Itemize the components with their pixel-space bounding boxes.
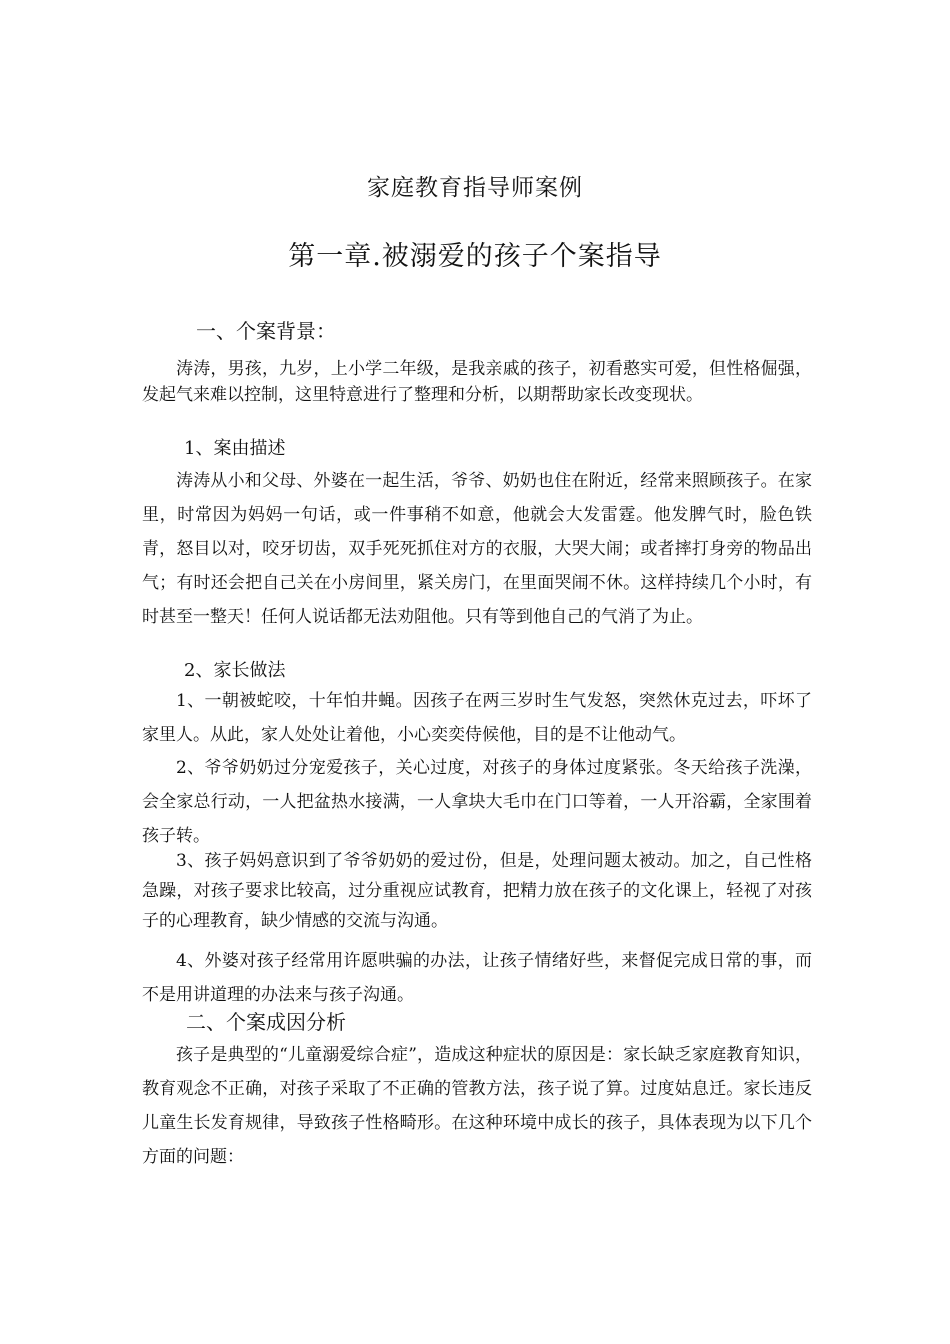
sub-heading-case-description: 1、案由描述 bbox=[184, 438, 286, 459]
paragraph-case-description: 涛涛从小和父母、外婆在一起生活，爷爷、奶奶也住在附近，经常来照顾孩子。在家里，时常因为妈妈一句话，或一件事稍不如意，他就会大发雷霆。他发脾气时，脸色铁青，怒目以对，咬牙切齿，双手死死抓住对方的衣服，大哭大闹；或者摔打身旁的物品出气；有时还会把自己关在小房间里，紧关房门，在里面哭闹不休。这样持续几个小时，有时甚至一整天！任何人说话都无法劝阻他。只有等到他自己的气消了为止。 bbox=[142, 471, 812, 627]
paragraph-practice-4: 4、外婆对孩子经常用许愿哄骗的办法，让孩子情绪好些，来督促完成日常的事，而不是用讲道理的办法来与孩子沟通。 bbox=[142, 951, 812, 1005]
paragraph-practice-3: 3、孩子妈妈意识到了爷爷奶奶的爱过份，但是，处理问题太被动。加之，自己性格急躁，对孩子要求比较高，过分重视应试教育，把精力放在孩子的文化课上，轻视了对孩子的心理教育，缺少情感的交流与沟通。 bbox=[142, 851, 812, 931]
paragraph-intro: 涛涛，男孩，九岁，上小学二年级，是我亲戚的孩子，初看憨实可爱，但性格倔强，发起气来难以控制，这里特意进行了整理和分析，以期帮助家长改变现状。 bbox=[142, 359, 812, 405]
document-title: 家庭教育指导师案例 bbox=[367, 175, 583, 201]
paragraph-practice-2: 2、爷爷奶奶过分宠爱孩子，关心过度，对孩子的身体过度紧张。冬天给孩子洗澡，会全家总行动，一人把盆热水接满，一人拿块大毛巾在门口等着，一人开浴霸，全家围着孩子转。 bbox=[142, 758, 812, 846]
section-heading-cause-analysis: 二、个案成因分析 bbox=[186, 1010, 346, 1034]
chapter-title: 第一章.被溺爱的孩子个案指导 bbox=[288, 241, 662, 272]
section-heading-background: 一、个案背景： bbox=[196, 319, 336, 343]
sub-heading-parent-practices: 2、家长做法 bbox=[184, 660, 286, 681]
paragraph-practice-1: 1、一朝被蛇咬，十年怕井蝇。因孩子在两三岁时生气发怒，突然休克过去，吓坏了家里人。从此，家人处处让着他，小心奕奕侍候他，目的是不让他动气。 bbox=[142, 691, 812, 745]
paragraph-cause-analysis: 孩子是典型的“儿童溺爱综合症”，造成这种症状的原因是：家长缺乏家庭教育知识，教育观念不正确，对孩子采取了不正确的管教方法，孩子说了算。过度姑息迁。家长违反儿童生长发育规律，导致孩子性格畸形。在这种环境中成长的孩子，具体表现为以下几个方面的问题： bbox=[142, 1045, 812, 1167]
